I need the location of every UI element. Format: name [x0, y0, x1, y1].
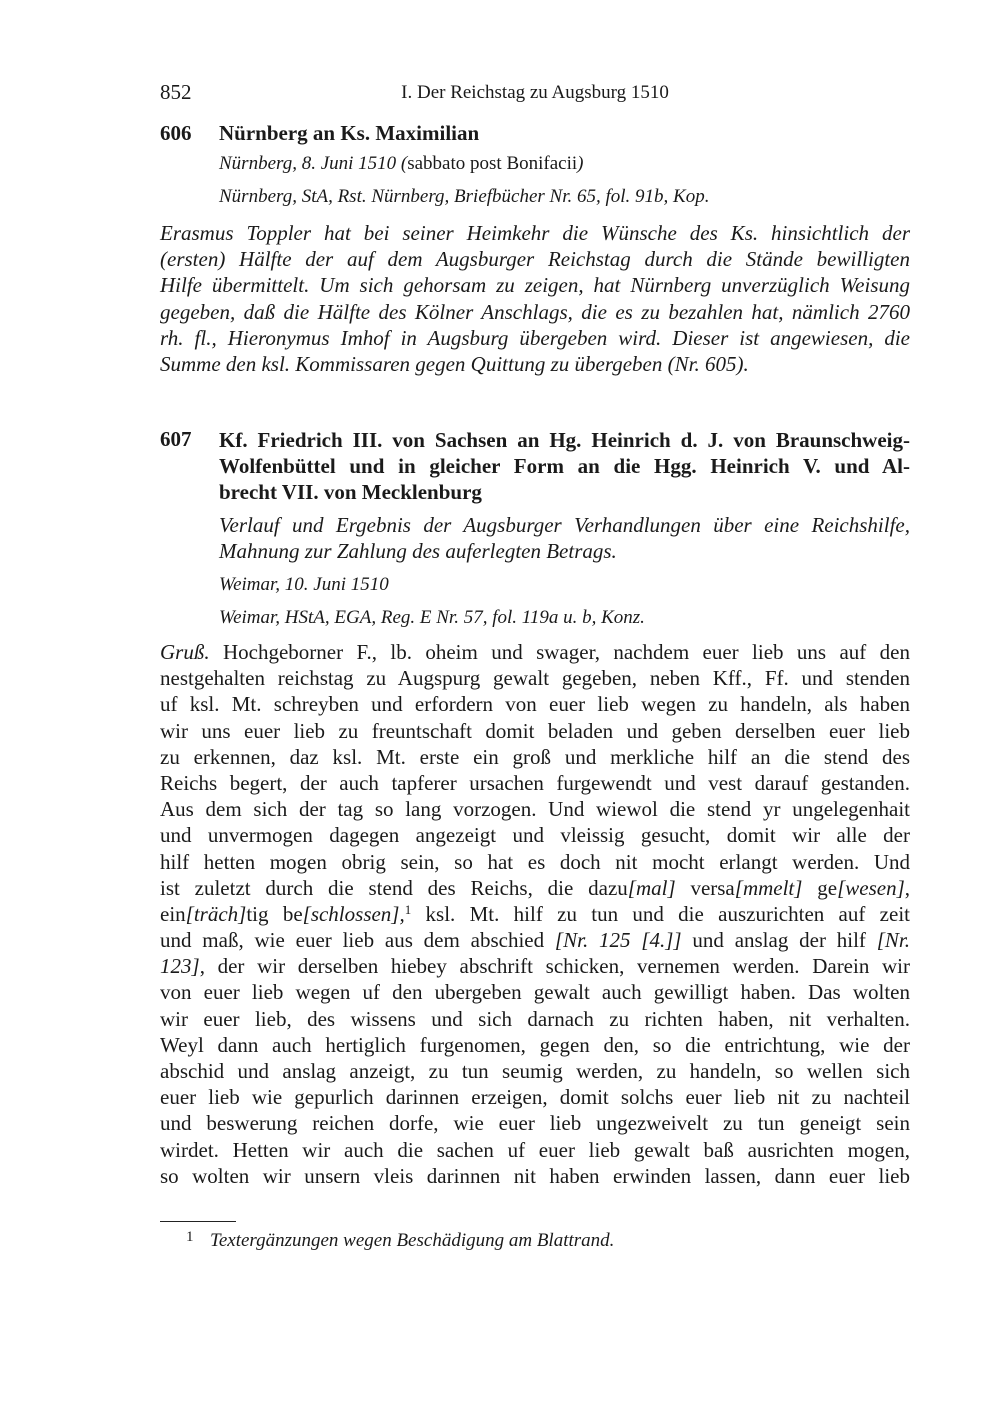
text-line [219, 479, 910, 505]
text-line [160, 770, 910, 796]
page-number: 852 [160, 80, 192, 104]
text-line [160, 639, 910, 665]
text-run: ksl. Mt. hilf zu tun und die auszurichten auf zeit [411, 901, 910, 926]
doc-606-abstract [160, 220, 910, 377]
text-line [160, 351, 910, 377]
text-line [160, 796, 910, 822]
footnote-ref: 1 [404, 901, 412, 917]
text-run: rh. fl., Hieronymus Imhof in Augsburg übergeben wird. Dieser ist angewiesen, die [160, 325, 910, 350]
doc-606-source: Nürnberg, StA, Rst. Nürnberg, Briefbücher Nr. 65, fol. 91b, Kop. [219, 186, 710, 207]
text-line [160, 272, 910, 298]
doc-606-number: 606 [160, 121, 192, 145]
text-run: ist zuletzt durch die stend des Reichs, die dazu [160, 875, 628, 900]
text-run: , der wir derselben hiebey abschrift schicken, vernemen werden. Darein wir [199, 954, 910, 979]
text-line [160, 1006, 910, 1032]
text-run: uf ksl. Mt. schreyben und erfordern von euer lieb wegen zu handeln, als haben [160, 692, 910, 717]
italic-run: [schlossen], [302, 901, 405, 926]
text-run: abschid und anslag anzeigt, zu tun seumig werden, zu handeln, so wellen sich [160, 1059, 910, 1083]
text-line [160, 979, 910, 1005]
text-line [160, 875, 910, 901]
text-line [160, 901, 910, 927]
text-run: Weyl dann auch hertiglich furgenomen, gegen den, so die entrichtung, wie der [160, 1032, 910, 1057]
text-run: gegeben, daß die Hälfte des Kölner Anschlags, die es zu bezahlen hat, nämlich 2760 [160, 299, 910, 324]
italic-run: Nürnberg, 8. Juni 1510 ( [219, 153, 408, 174]
text-line [160, 1084, 910, 1110]
text-line [160, 1110, 910, 1136]
text-run: und unvermogen dagegen angezeigt und vleissig gesucht, domit wir alle der [160, 823, 910, 848]
text-line [219, 538, 910, 564]
text-line [160, 822, 910, 848]
text-run: versa [675, 875, 735, 900]
text-run: tig be [246, 901, 303, 926]
text-run: wir euer lieb, des wissens und sich darnach zu richten haben, nit verhalten. [160, 1006, 910, 1031]
text-run: Kf. Friedrich III. von Sachsen an Hg. Heinrich d. J. von Braunschweig- [219, 428, 910, 452]
text-line [219, 427, 910, 453]
text-line [160, 299, 910, 325]
text-run: nestgehalten reichstag zu Augspurg gewalt gegeben, neben Kff., Ff. und stenden [160, 666, 910, 691]
italic-run: [mal] [627, 875, 676, 900]
doc-607-number: 607 [160, 427, 192, 451]
doc-607-title [219, 427, 910, 506]
italic-run: [Nr. [876, 928, 911, 953]
text-line [160, 691, 910, 717]
italic-run: 123] [160, 954, 200, 979]
text-run: , [904, 875, 910, 900]
text-line [160, 220, 910, 246]
footnote-number: 1 [186, 1229, 194, 1245]
text-run: ein [160, 901, 186, 926]
text-line [160, 953, 910, 979]
text-run: sabbato post Bonifacii [407, 153, 578, 174]
text-line [219, 512, 910, 538]
text-run: Mahnung zur Zahlung des auferlegten Betrags. [219, 539, 617, 564]
text-run: Hochgeborner F., lb. oheim und swager, nachdem euer lieb uns auf den [209, 640, 910, 664]
doc-607-source: Weimar, HStA, EGA, Reg. E Nr. 57, fol. 119a u. b, Konz. [219, 607, 645, 628]
text-run: von euer lieb wegen uf den ubergeben gewalt auch gewilligt haben. Das wolten [160, 980, 910, 1005]
text-line [160, 849, 910, 875]
text-run: so wolten wir unsern vleis darinnen nit haben erwinden lassen, dann euer lieb [160, 1163, 910, 1188]
text-line [160, 718, 910, 744]
text-line [160, 1137, 910, 1163]
text-run: (ersten) Hälfte der auf dem Augsburger Reichstag durch die Stände bewilligten [160, 247, 910, 272]
italic-run: Gruß. [160, 640, 210, 664]
footnote-rule [160, 1221, 236, 1222]
doc-607-body [160, 639, 910, 1189]
text-run: Verlauf und Ergebnis der Augsburger Verhandlungen über eine Reichshilfe, [219, 513, 910, 537]
footnote-text: Textergänzungen wegen Beschädigung am Blattrand. [210, 1230, 615, 1251]
text-run: Erasmus Toppler hat bei seiner Heimkehr die Wünsche des Ks. hinsichtlich der [160, 221, 910, 245]
running-title: I. Der Reichstag zu Augsburg 1510 [401, 82, 669, 103]
doc-607-date: Weimar, 10. Juni 1510 [219, 574, 389, 595]
italic-run: [Nr. 125 [4.]] [554, 928, 682, 953]
text-run: euer lieb wie gepurlich darinnen erzeigen, domit solchs euer lieb nit zu nachteil [160, 1085, 910, 1110]
text-run: Reichs begert, der auch tapferer ursachen furgewendt und vest darauf gestanden. [160, 770, 910, 795]
doc-607-summary [219, 512, 910, 564]
text-run: zu erkennen, daz ksl. Mt. erste ein groß und merkliche hilf an die stend des [160, 744, 910, 769]
text-run: wirdet. Hetten wir auch die sachen uf euer lieb gewalt baß ausrichten mogen, [160, 1137, 910, 1162]
text-run: ge [802, 875, 838, 900]
italic-run: ) [577, 153, 584, 174]
text-run: brecht VII. von Mecklenburg [219, 480, 482, 505]
doc-606-title: Nürnberg an Ks. Maximilian [219, 121, 480, 145]
text-run: und maß, wie euer lieb aus dem abschied [160, 928, 555, 953]
text-run: Wolfenbüttel und in gleicher Form an die Hgg. Heinrich V. und Al- [219, 454, 910, 479]
doc-606-date [219, 153, 583, 175]
text-run: hilf hetten mogen obrig sein, so hat es doch nit mocht erlangt werden. Und [160, 849, 910, 874]
text-line [160, 927, 910, 953]
italic-run: [wesen] [837, 875, 905, 900]
text-run: wir uns euer lieb zu freuntschaft domit beladen und geben derselben euer lieb [160, 718, 910, 743]
text-run: Hilfe übermittelt. Um sich gehorsam zu zeigen, hat Nürnberg unverzüglich Weisung [160, 273, 910, 298]
text-line [160, 665, 910, 691]
text-run: Aus dem sich der tag so lang vorzogen. Und wiewol die stend yr ungelegenhait [160, 797, 910, 822]
text-line [160, 1163, 910, 1189]
text-run: Summe den ksl. Kommissaren gegen Quittung zu übergeben (Nr. 605). [160, 351, 749, 376]
text-line [160, 744, 910, 770]
text-line [160, 1058, 910, 1084]
text-line [160, 246, 910, 272]
text-line [160, 1032, 910, 1058]
text-run: und beswerung reichen dorfe, wie euer lieb ungezweivelt zu tun geneigt sein [160, 1111, 910, 1136]
italic-run: [mmelt] [734, 875, 803, 900]
text-line [219, 453, 910, 479]
text-line [160, 325, 910, 351]
text-run: und anslag der hilf [681, 928, 877, 953]
italic-run: [träch] [185, 901, 247, 926]
